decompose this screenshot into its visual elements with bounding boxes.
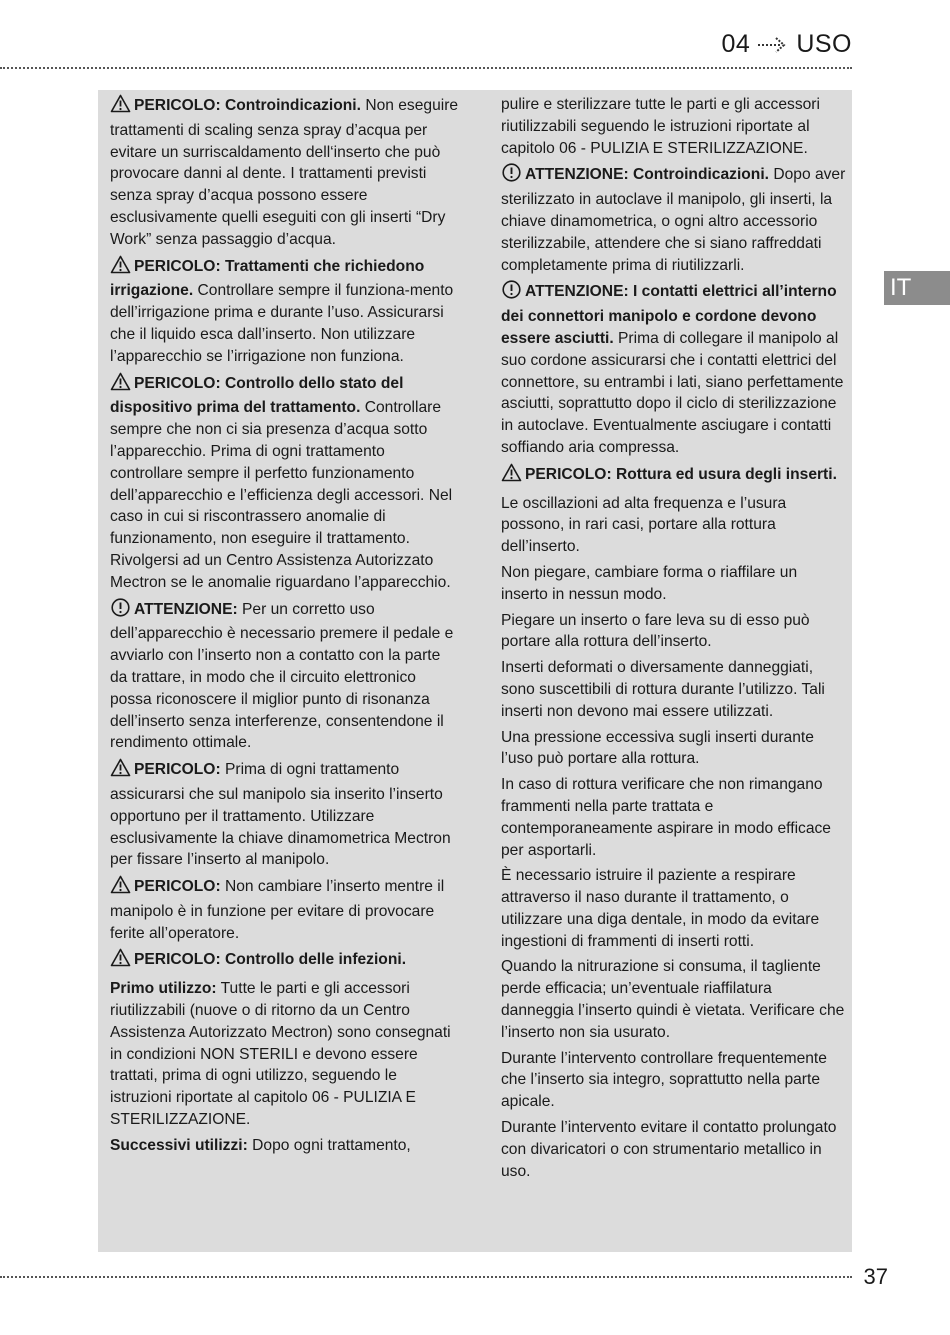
paragraph (501, 1048, 847, 1113)
paragraph-heading: PERICOLO: Controindicazioni. (134, 97, 361, 114)
paragraph-text: Non cambiare l’inserto mentre il manipolo è in funzione per evitare di provocare ferite all’operatore. (110, 878, 445, 942)
language-tab: IT (884, 271, 950, 305)
paragraph-text: In caso di rottura verificare che non rimangano frammenti nella parte trattata e contemporaneamente aspirare in modo efficace per asportarli. (501, 776, 831, 859)
warning-icon (110, 758, 131, 784)
paragraph-text: Quando la nitrurazione si consuma, il tagliente perde efficacia; un’eventuale riaffilatura danneggia l’inserto quindi è vietata. Verificare che l’inserto non sia usurato. (501, 958, 845, 1041)
dotted-arrow-icon (756, 33, 790, 57)
paragraph (110, 948, 460, 974)
paragraph (501, 657, 847, 722)
paragraph (110, 94, 460, 251)
attention-icon (501, 280, 522, 306)
paragraph-text: Dopo aver sterilizzato in autoclave il manipolo, gli inserti, la chiave dinamometrica, o ogni altro accessorio sterilizzabile, attendere che si siano raffreddati completamente prima di riutilizzarli. (501, 166, 846, 274)
warning-icon (501, 463, 522, 489)
paragraph (501, 865, 847, 952)
paragraph-text: Non piegare, cambiare forma o riaffilare un inserto in nessun modo. (501, 563, 798, 603)
paragraph-text: Tutte le parti e gli accessori riutilizzabili (nuove o di ritorno da un Centro Assistenza Autorizzato Mectron) sono consegnati in condizioni NON STERILI e devono essere trattati, prima di ogni utilizzo, seguendo le istruzioni riportate al capitolo 06 - PULIZIA E STERILIZZAZIONE. (110, 980, 451, 1129)
paragraph-heading: Primo utilizzo: (110, 980, 217, 998)
paragraph (110, 978, 460, 1131)
chapter-title: USO (796, 30, 852, 58)
paragraph (501, 163, 847, 276)
paragraph (501, 280, 847, 458)
paragraph (501, 610, 847, 654)
attention-icon (110, 598, 131, 624)
paragraph-text: Piegare un inserto o fare leva su di esso può portare alla rottura dell’inserto. (501, 611, 810, 651)
page-number: 37 (863, 1264, 888, 1289)
paragraph-heading: PERICOLO: Rottura ed usura degli inserti. (525, 465, 837, 483)
paragraph (501, 727, 847, 771)
paragraph-heading: ATTENZIONE: I contatti elettrici all’interno dei connettori manipolo e cordone devono essere asciutti. (501, 283, 837, 347)
paragraph (501, 562, 847, 606)
paragraph-heading: PERICOLO: Controllo dello stato del dispositivo prima del trattamento. (110, 374, 404, 417)
paragraph-text: Durante l’intervento evitare il contatto prolungato con divaricatori o con strumentario metallico in uso. (501, 1119, 837, 1180)
paragraph-text: Controllare sempre che non ci sia presenza d’acqua sotto l’apparecchio. Prima di ogni trattamento controllare sempre il perfetto funzionamento dell’apparecchio e l’efficienza degli accessori. Nel caso in cui si riscontrassero anomalie di funzionamento, non eseguire il trattamento. Rivolgersi ad un Centro Assistenza Autorizzato Mectron se le anomalie riguardano l’apparecchio. (110, 399, 453, 591)
attention-icon (501, 163, 522, 189)
paragraph-text: Non eseguire trattamenti di scaling senza spray d’acqua per evitare un surriscaldamento dell‘inserto che può provocare danni al dente. I trattamenti previsti senza spray d’acqua possono essere esclusivamente quelli eseguiti con gli inserti “Dry Work” senza passaggio d’acqua. (110, 97, 459, 248)
paragraph-text: Dopo ogni trattamento, (247, 1136, 411, 1154)
paragraph (110, 255, 460, 368)
paragraph (110, 875, 460, 944)
paragraph-text: Prima di ogni trattamento assicurarsi che sul manipolo sia inserito l’inserto opportuno per il trattamento. Utilizzare esclusivamente la chiave dinamometrica Mectron per fissare l’inserto al manipolo. (110, 761, 451, 869)
paragraph-text: Controllare sempre il funziona-mento dell’irrigazione prima e durante l’uso. Assicurarsi che il liquido esca dall’inserto. Non utilizzare l’apparecchio se l’irrigazione non funziona. (110, 282, 454, 365)
paragraph-heading: PERICOLO: (134, 761, 221, 779)
paragraph-heading: Successivi utilizzi: (110, 1136, 248, 1154)
paragraph-heading: ATTENZIONE: Controindicazioni. (525, 166, 769, 184)
paragraph-text: Per un corretto uso dell’apparecchio è necessario premere il pedale e avviarlo con l’inserto non a contatto con la parte da trattare, in modo che il circuito elettronico possa riconoscere il miglior punto di risonanza dell’inserto senza interferenze, consentendone il rendimento ottimale. (110, 600, 454, 752)
paragraph (501, 956, 847, 1043)
paragraph-text: Inserti deformati o diversamente danneggiati, sono suscettibili di rottura durante l’utilizzo. Tali inserti non devono mai essere utilizzati. (501, 659, 825, 720)
warning-icon (110, 875, 131, 901)
warning-icon (110, 94, 131, 120)
left-column (110, 94, 460, 1161)
header-divider (0, 67, 852, 69)
warning-icon (110, 372, 131, 398)
paragraph (501, 1117, 847, 1182)
footer-divider (0, 1276, 852, 1278)
paragraph-text: Una pressione eccessiva sugli inserti durante l’uso può portare alla rottura. (501, 728, 814, 768)
right-column (501, 94, 847, 1186)
paragraph-text: Prima di collegare il manipolo al suo cordone assicurarsi che i contatti elettrici del connettore, su entrambi i lati, siano perfettamente asciutti, soprattutto dopo il ciclo di sterilizzazione in autoclave. Eventualmente asciugare i contatti soffiando aria compressa. (501, 329, 844, 456)
chapter-header (722, 30, 853, 59)
paragraph (501, 94, 847, 159)
paragraph-heading: ATTENZIONE: (134, 600, 238, 618)
paragraph-heading: PERICOLO: (134, 878, 221, 896)
paragraph-text: Le oscillazioni ad alta frequenza e l’usura possono, in rari casi, portare alla rottura dell’inserto. (501, 494, 787, 556)
warning-icon (110, 255, 131, 281)
paragraph-text: È necessario istruire il paziente a respirare attraverso il naso durante il trattamento, o utilizzare una diga dentale, in modo da evitare ingestioni di frammenti di inserti rotti. (501, 867, 820, 950)
chapter-number: 04 (721, 30, 751, 58)
paragraph (110, 598, 460, 755)
paragraph-text: pulire e sterilizzare tutte le parti e gli accessori riutilizzabili seguendo le istruzioni riportate al capitolo 06 - PULIZIA E STERILIZZAZIONE. (501, 96, 820, 157)
paragraph (110, 1135, 460, 1157)
warning-icon (110, 948, 131, 974)
paragraph-heading: PERICOLO: Trattamenti che richiedono irrigazione. (110, 257, 425, 300)
paragraph (501, 493, 847, 558)
paragraph (110, 372, 460, 594)
paragraph (110, 758, 460, 871)
paragraph-text: Durante l’intervento controllare frequentemente che l’inserto sia integro, soprattutto nella parte apicale. (501, 1049, 827, 1111)
paragraph (501, 774, 847, 861)
paragraph-heading: PERICOLO: Controllo delle infezioni. (134, 951, 407, 969)
paragraph (501, 463, 847, 489)
